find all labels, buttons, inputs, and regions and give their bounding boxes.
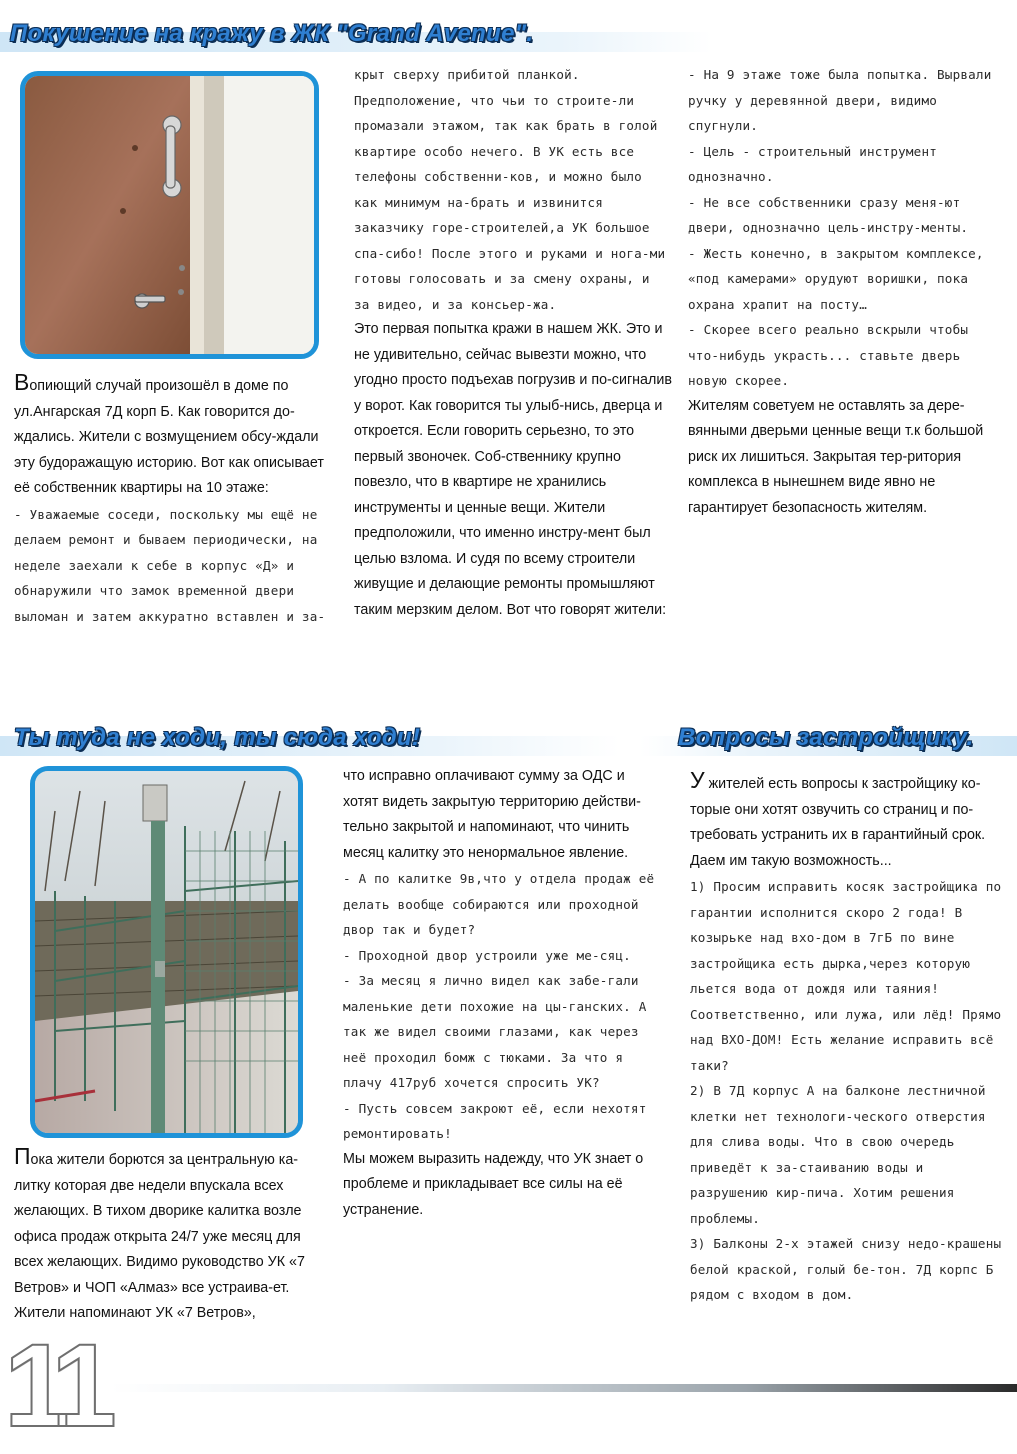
article3-heading [640, 722, 1017, 758]
article1-col3-p5: - Скорее всего реально вскрыли чтобы что-нибудь украсть... ставьте дверь новую скорее. [688, 322, 969, 388]
article1-title: Покушение на кражу в ЖК "Grand Avenue". [10, 20, 534, 47]
article1-column-1 [14, 369, 326, 629]
article2-col2-p3: - Проходной двор устроили уже ме-сяц. [343, 947, 631, 963]
article2-col2-p6: Мы можем выразить надежду, что УК знает о проблеме и прикладывает все силы на её устранение. [343, 1150, 644, 1218]
article3-p3: 2) В 7Д корпус А на балконе лестничной клетки нет технологи-ческого отверстия для слива воды. Что в свою очередь приведёт к за-стаиванию воды и разрушению кир-пича. Хотим решения проблемы. [690, 1083, 986, 1226]
article2-col1-p1: Пока жители борются за центральную ка-литку которая две недели впускала всех желающих. В тихом дворике калитка возле офиса продаж открыта 24/7 уже месяц для всех желающих. Видимо руководство УК «7 Ветров» и ЧОП «Алмаз» все устраива-ет. Жители напоминают УК «7 Ветров», [14, 1143, 305, 1321]
article1-col3-p1: - На 9 этаже тоже была попытка. Вырвали ручку у деревянной двери, видимо спугнули. [688, 67, 992, 133]
article1-col3-p4: - Жесть конечно, в закрытом комплексе, «под камерами» орудуют воришки, пока охрана храпит на посту… [688, 245, 984, 312]
dropcap: У [690, 767, 705, 793]
footer-gradient-bar [110, 1384, 1017, 1392]
article3-column [690, 767, 1004, 1308]
article2-heading [0, 722, 620, 758]
article2-title: Ты туда не ходи, ты сюда ходи! [14, 724, 421, 751]
article1-col1-p1: Вопиющий случай произошёл в доме по ул.Ангарская 7Д корп Б. Как говорится до-ждались. Жители с возмущением обсу-ждали эту будоражащую историю. Вот как описывает её собственник квартиры на 10 этаже: [14, 369, 324, 496]
page-number: 11 [4, 1320, 105, 1452]
article1-col1-p2: - Уважаемые соседи, поскольку мы ещё не делаем ремонт и бываем периодически, на неделе заехали к себе в корпус «Д» и обнаружили что замок временной двери выломан и затем аккуратно вставлен и за- [14, 506, 326, 624]
article1-col3-p2: - Цель - строительный инструмент однозначно. [688, 143, 938, 184]
article1-heading [0, 18, 1017, 54]
article2-col2-p2: - А по калитке 9в,что у отдела продаж её делать вообще собираются или проходной двор так и будет? [343, 871, 655, 937]
article3-p1: У жителей есть вопросы к застройщику ко-торые они хотят озвучить со страниц и по-требовать устранить их в гарантийный срок. Даем им такую возможность... [690, 767, 986, 869]
article1-column-2 [354, 62, 672, 623]
article2-column-1 [14, 1143, 326, 1327]
article1-col2-p2: Это первая попытка кражи в нашем ЖК. Это и не удивительно, сейчас вывезти можно, что угодно просто подъехав погрузив и по-сигналив у ворот. Как говорится ты улыб-нись, дверца и откроется. Если говорить серьезно, то это первый звоночек. Соб-ственнику крупно повезло, что в квартире не хранились инструменты и ценные вещи. Жители предположили, что именно инстру-мент был целью взлома. И судя по всему строители живущие и делающие ремонты промышляют таким мерзким делом. Вот что говорят жители: [354, 321, 672, 618]
door-lock-image [25, 76, 314, 354]
article1-col3-p3: - Не все собственники сразу меня-ют двери, однозначно цель-инстру-менты. [688, 194, 969, 235]
gate-image [35, 771, 298, 1133]
dropcap: П [14, 1143, 31, 1169]
gate-photo [30, 766, 303, 1138]
article1-col2-p1: крыт сверху прибитой планкой. Предположение, что чьи то строите-ли промазали этажом, так как брать в голой квартире особо нечего. В УК есть все телефоны собственни-ков, и можно было как минимум на-брать и извинится заказчику горе-строителей,а УК большое спа-сибо! После этого и руками и нога-ми готовы голосовать и за смену охраны, и за видео, и за консьер-жа. [354, 67, 666, 312]
article1-column-3 [688, 62, 1002, 521]
article3-title: Вопросы застройщику. [678, 724, 974, 751]
article2-col2-p1: что исправно оплачивают сумму за ОДС и хотят видеть закрытую территорию действи-тельно закрытой и напоминают, что чинить месяц калитку это ненормальное явление. [343, 768, 641, 861]
article3-p2: 1) Просим исправить косяк застройщика по гарантии исполнится скоро 2 года! В козырьке над вхо-дом в 7гБ по вине застройщика есть дырка,через которую льется вода от дождя или таяния! Соответственно, или лужа, или лёд! Прямо над ВХО-ДОМ! Есть желание исправить всё таки? [690, 879, 1002, 1073]
article2-column-2 [343, 764, 661, 1223]
dropcap: В [14, 369, 30, 395]
article3-p4: 3) Балконы 2-х этажей снизу недо-крашены белой краской, голый бе-тон. 7Д корпс Б рядом с входом в дом. [690, 1236, 1002, 1302]
door-lock-photo [20, 71, 319, 359]
article2-col2-p5: - Пусть совсем закроют её, если нехотят ремонтировать! [343, 1100, 647, 1141]
article1-col3-p6: Жителям советуем не оставлять за дере-вянными дверьми ценные вещи т.к большой риск их лишиться. Закрытая тер-ритория комплекса в нынешнем виде явно не гарантирует безопасность жителям. [688, 397, 984, 516]
article2-col2-p4: - За месяц я лично видел как забе-гали маленькие дети похожие на цы-ганских. А так же видел своими глазами, как через неё проходил бомж с тюками. За что я плачу 417руб хочется спросить УК? [343, 973, 647, 1090]
